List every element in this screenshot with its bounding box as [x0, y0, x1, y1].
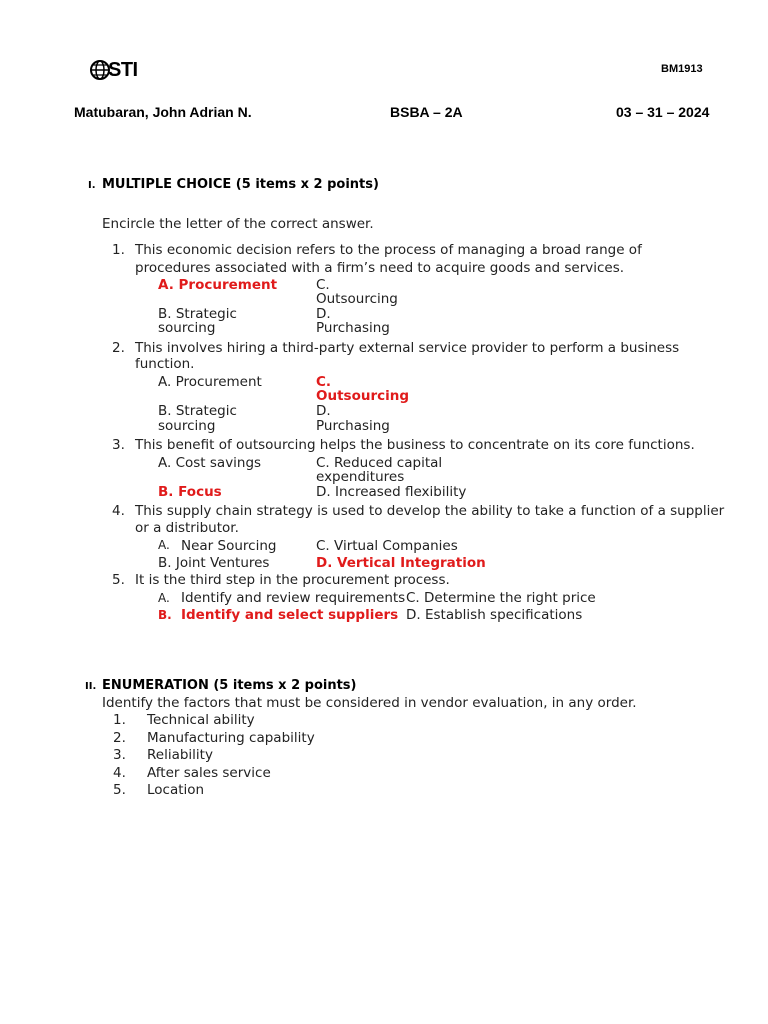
enum-number: 2.	[113, 730, 126, 746]
enum-item: Technical ability	[147, 712, 255, 728]
q1-option-a-answer: A. Procurement	[158, 277, 278, 293]
logo-wordmark: STI	[108, 59, 138, 81]
q3-number: 3.	[112, 437, 125, 453]
q1-option-b-line2: sourcing	[158, 320, 216, 336]
student-name: Matubaran, John Adrian N.	[74, 104, 252, 120]
q5-number: 5.	[112, 572, 125, 588]
part1-roman: I.	[88, 180, 96, 191]
q1-option-c-letter: C.	[316, 277, 330, 293]
submission-date: 03 – 31 – 2024	[616, 104, 710, 120]
q5-option-c: C. Determine the right price	[406, 590, 596, 606]
q2-option-a: A. Procurement	[158, 374, 262, 390]
q5-option-d: D. Establish specifications	[406, 607, 583, 623]
enum-number: 4.	[113, 765, 126, 781]
q1-option-b-line1: B. Strategic	[158, 306, 237, 322]
part2-roman: II.	[85, 681, 97, 692]
q5-option-a-text: Identify and review requirements	[181, 590, 406, 606]
globe-icon	[90, 59, 110, 81]
enum-number: 3.	[113, 747, 126, 763]
q2-option-d-letter: D.	[316, 403, 331, 419]
q3-option-a: A. Cost savings	[158, 455, 262, 471]
q5-option-b-text-answer: Identify and select suppliers	[181, 607, 399, 623]
q1-text-line1: This economic decision refers to the process of managing a broad range of	[135, 242, 642, 258]
q3-option-c-line2: expenditures	[316, 469, 405, 485]
q2-option-b-line2: sourcing	[158, 418, 216, 434]
q4-option-a-letter: A.	[158, 538, 170, 552]
q2-option-d-text: Purchasing	[316, 418, 390, 434]
part2-title: ENUMERATION (5 items x 2 points)	[102, 678, 357, 693]
q3-option-b-answer: B. Focus	[158, 484, 222, 500]
sti-logo	[90, 58, 142, 82]
q4-option-a-text: Near Sourcing	[181, 538, 277, 554]
q4-number: 4.	[112, 503, 125, 519]
q1-option-d-letter: D.	[316, 306, 331, 322]
q2-option-b-line1: B. Strategic	[158, 403, 237, 419]
q4-text-line2: or a distributor.	[135, 520, 239, 536]
q1-option-c-text: Outsourcing	[316, 291, 398, 307]
q4-option-c: C. Virtual Companies	[316, 538, 458, 554]
enum-number: 5.	[113, 782, 126, 798]
q2-option-c-text-answer: Outsourcing	[316, 388, 410, 404]
q3-text-line1: This benefit of outsourcing helps the business to concentrate on its core functions.	[135, 437, 695, 453]
q2-text-line2: function.	[135, 356, 195, 372]
enum-item: Location	[147, 782, 205, 798]
part2-instruction: Identify the factors that must be considered in vendor evaluation, in any order.	[102, 695, 637, 711]
document-code: BM1913	[661, 63, 703, 75]
q5-text-line1: It is the third step in the procurement process.	[135, 572, 450, 588]
q1-option-d-text: Purchasing	[316, 320, 390, 336]
q2-text-line1: This involves hiring a third-party external service provider to perform a business	[135, 340, 680, 356]
q1-number: 1.	[112, 242, 125, 258]
enum-item: Manufacturing capability	[147, 730, 315, 746]
part1-instruction: Encircle the letter of the correct answer.	[102, 216, 374, 232]
enum-item: After sales service	[147, 765, 271, 781]
student-section: BSBA – 2A	[390, 104, 463, 120]
q5-option-b-letter-answer: B.	[158, 608, 172, 622]
q4-option-b: B. Joint Ventures	[158, 555, 270, 571]
q3-option-d: D. Increased flexibility	[316, 484, 467, 500]
q5-option-a-letter: A.	[158, 591, 170, 605]
enum-item: Reliability	[147, 747, 213, 763]
part1-title: MULTIPLE CHOICE (5 items x 2 points)	[102, 177, 379, 192]
q4-text-line1: This supply chain strategy is used to develop the ability to take a function of a supplier	[135, 503, 725, 519]
q4-option-d-answer: D. Vertical Integration	[316, 555, 486, 571]
q2-number: 2.	[112, 340, 125, 356]
q2-option-c-letter-answer: C.	[316, 374, 332, 390]
q1-text-line2: procedures associated with a firm’s need to acquire goods and services.	[135, 260, 625, 276]
q3-option-c-line1: C. Reduced capital	[316, 455, 443, 471]
enum-number: 1.	[113, 712, 126, 728]
